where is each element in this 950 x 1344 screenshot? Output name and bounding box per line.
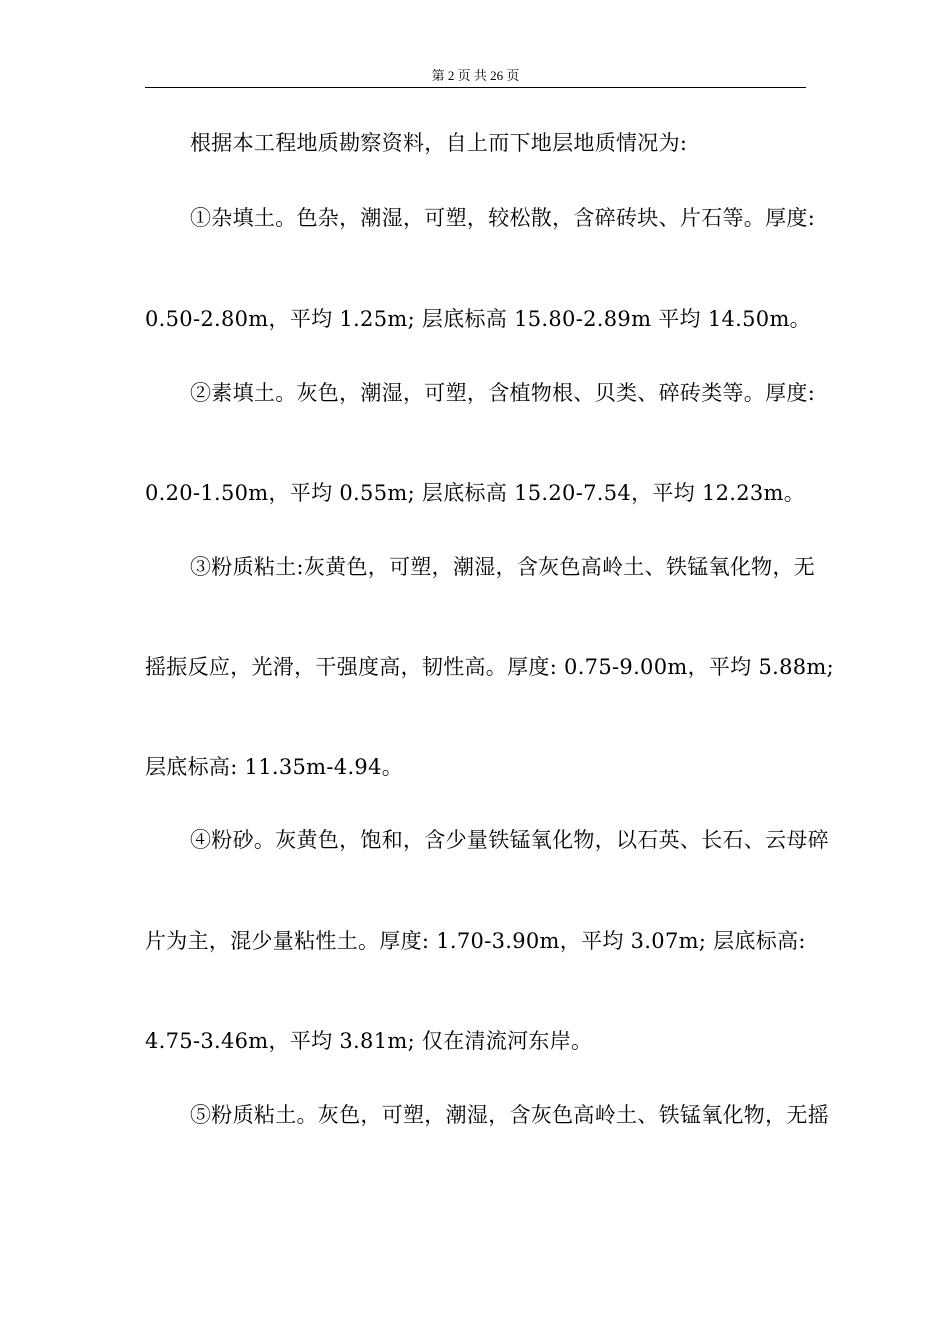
header-divider bbox=[145, 87, 806, 88]
intro-paragraph: 根据本工程地质勘察资料，自上而下地层地质情况为: bbox=[190, 131, 688, 155]
layer-1-line-2: 0.50-2.80m，平均 1.25m; 层底标高 15.80-2.89m 平均 14.50m。 bbox=[145, 307, 811, 331]
layer-4-line-1: ④粉砂。灰黄色，饱和，含少量铁锰氧化物，以石英、长石、云母碎 bbox=[190, 828, 829, 852]
layer-3-line-3: 层底标高: 11.35m-4.94。 bbox=[145, 755, 404, 779]
layer-3-line-1: ③粉质粘土:灰黄色，可塑，潮湿，含灰色高岭土、铁锰氧化物，无 bbox=[190, 555, 816, 579]
page-indicator: 第 2 页 共 26 页 bbox=[431, 68, 520, 83]
layer-2-line-2: 0.20-1.50m，平均 0.55m; 层底标高 15.20-7.54，平均 12.23m。 bbox=[145, 481, 806, 505]
layer-3-line-2: 摇振反应，光滑，干强度高，韧性高。厚度: 0.75-9.00m，平均 5.88m; bbox=[145, 655, 834, 679]
layer-1-line-1: ①杂填土。色杂，潮湿，可塑，较松散，含碎砖块、片石等。厚度: bbox=[190, 206, 816, 230]
layer-4-line-3: 4.75-3.46m，平均 3.81m; 仅在清流河东岸。 bbox=[145, 1029, 593, 1053]
layer-5-line-1: ⑤粉质粘土。灰色，可塑，潮湿，含灰色高岭土、铁锰氧化物，无摇 bbox=[190, 1103, 829, 1127]
layer-2-line-1: ②素填土。灰色，潮湿，可塑，含植物根、贝类、碎砖类等。厚度: bbox=[190, 381, 816, 405]
layer-4-line-2: 片为主，混少量粘性土。厚度: 1.70-3.90m，平均 3.07m; 层底标高: bbox=[145, 929, 806, 953]
